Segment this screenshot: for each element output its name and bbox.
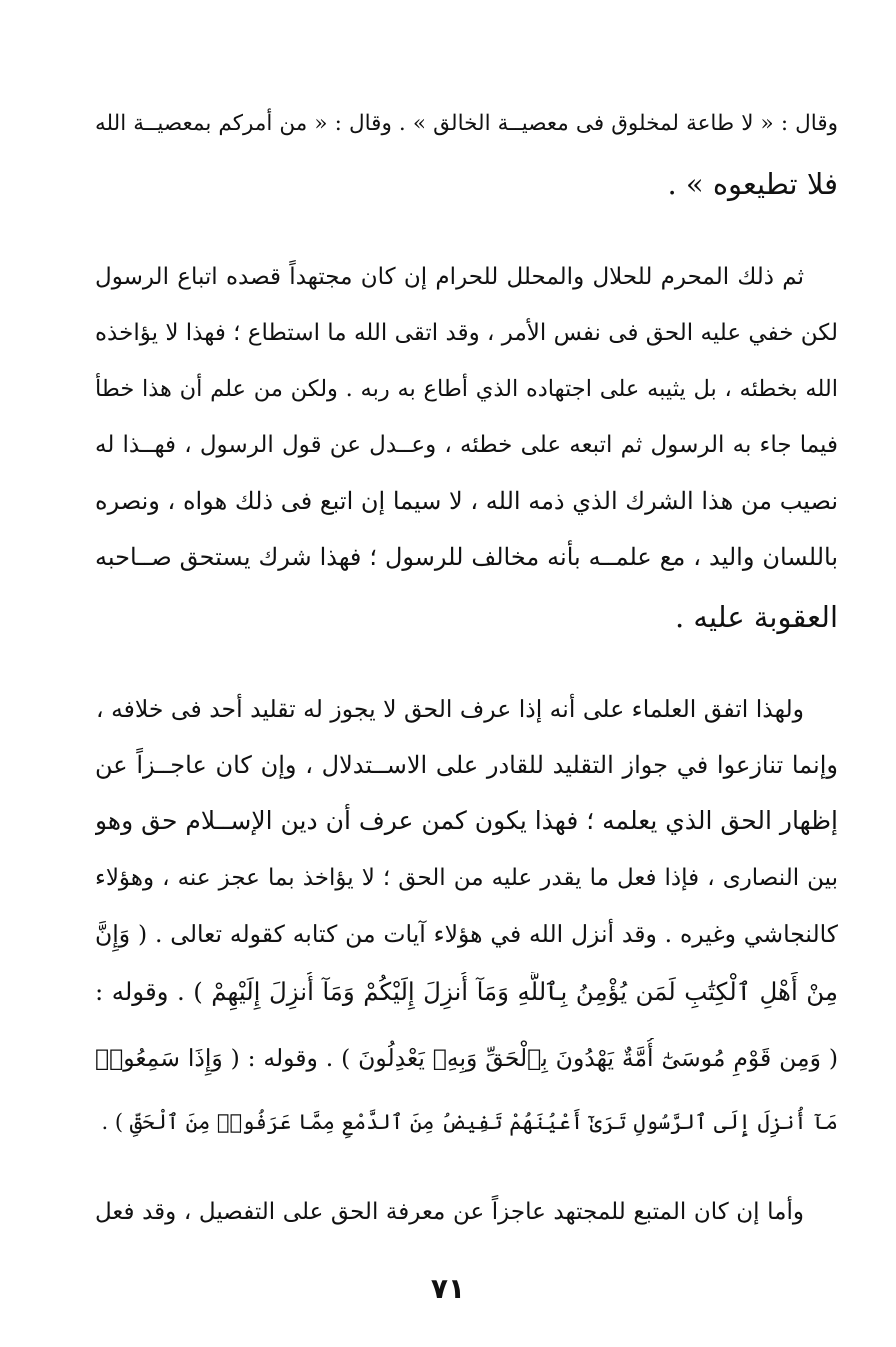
text-line: فيما جاء به الرسول ثم اتبعه على خطئه ، وعــدل عن قول الرسول ، فهــذا له — [95, 432, 838, 458]
text-line: الله بخطئه ، بل يثيبه على اجتهاده الذي أطاع به ربه . ولكن من علم أن هذا خطأ — [95, 376, 838, 402]
text-line: وأما إن كان المتبع للمجتهد عاجزاً عن معرفة الحق على التفصيل ، وقد فعل — [95, 1199, 804, 1225]
quran-verse-line: مِنْ أَهْلِ ٱلْكِتَٰبِ لَمَن يُؤْمِنُ بِٱللَّهِ وَمَآ أُنزِلَ إِلَيْكُمْ وَمَآ أُنزِلَ إِلَيْهِمْ ) . وقوله : — [95, 977, 838, 1006]
text-line: نصيب من هذا الشرك الذي ذمه الله ، لا سيما إن اتبع فى ذلك هواه ، ونصره — [95, 487, 838, 515]
text-line: العقوبة عليه . — [674, 600, 838, 634]
text-line: باللسان واليد ، مع علمــه بأنه مخالف للرسول ؛ فهذا شرك يستحق صــاحبه — [95, 543, 838, 571]
page-number: ٧١ — [430, 1272, 466, 1305]
text-line: لكن خفي عليه الحق فى نفس الأمر ، وقد اتقى الله ما استطاع ؛ فهذا لا يؤاخذه — [95, 320, 838, 346]
text-line: وقال : « لا طاعة لمخلوق فى معصيــة الخالق » . وقال : « من أمركم بمعصيــة الله — [95, 111, 838, 136]
quran-verse-line: مَآ أُنزِلَ إِلَى ٱلرَّسُولِ تَرَىٰٓ أَعْيُنَهُمْ تَفِيضُ مِنَ ٱلدَّمْعِ مِمَّا عَرَفُوا۟ مِنَ ٱلْحَقِّ ) . — [101, 1110, 838, 1134]
text-line: ثم ذلك المحرم للحلال والمحلل للحرام إن كان مجتهداً قصده اتباع الرسول — [95, 264, 804, 290]
quran-verse-line: ( وَمِن قَوْمِ مُوسَىٰٓ أُمَّةٌ يَهْدُونَ بِٱلْحَقِّ وَبِهِۦ يَعْدِلُونَ ) . وقوله : ( وَإِذَا سَمِعُوا۟ — [95, 1044, 838, 1072]
text-line: ولهذا اتفق العلماء على أنه إذا عرف الحق لا يجوز له تقليد أحد فى خلافه ، — [96, 695, 804, 723]
text-line: فلا تطيعوه » . — [667, 167, 838, 201]
text-line: كالنجاشي وغيره . وقد أنزل الله في هؤلاء آيات من كتابه كقوله تعالى . ( وَإِنَّ — [95, 920, 838, 948]
text-line: إظهار الحق الذي يعلمه ؛ فهذا يكون كمن عرف أن دين الإســلام حق وهو — [95, 806, 838, 835]
text-line: وإنما تنازعوا في جواز التقليد للقادر على الاســتدلال ، وإن كان عاجــزاً عن — [95, 751, 838, 779]
text-line: بين النصارى ، فإذا فعل ما يقدر عليه من الحق ؛ لا يؤاخذ بما عجز عنه ، وهؤلاء — [95, 865, 838, 891]
